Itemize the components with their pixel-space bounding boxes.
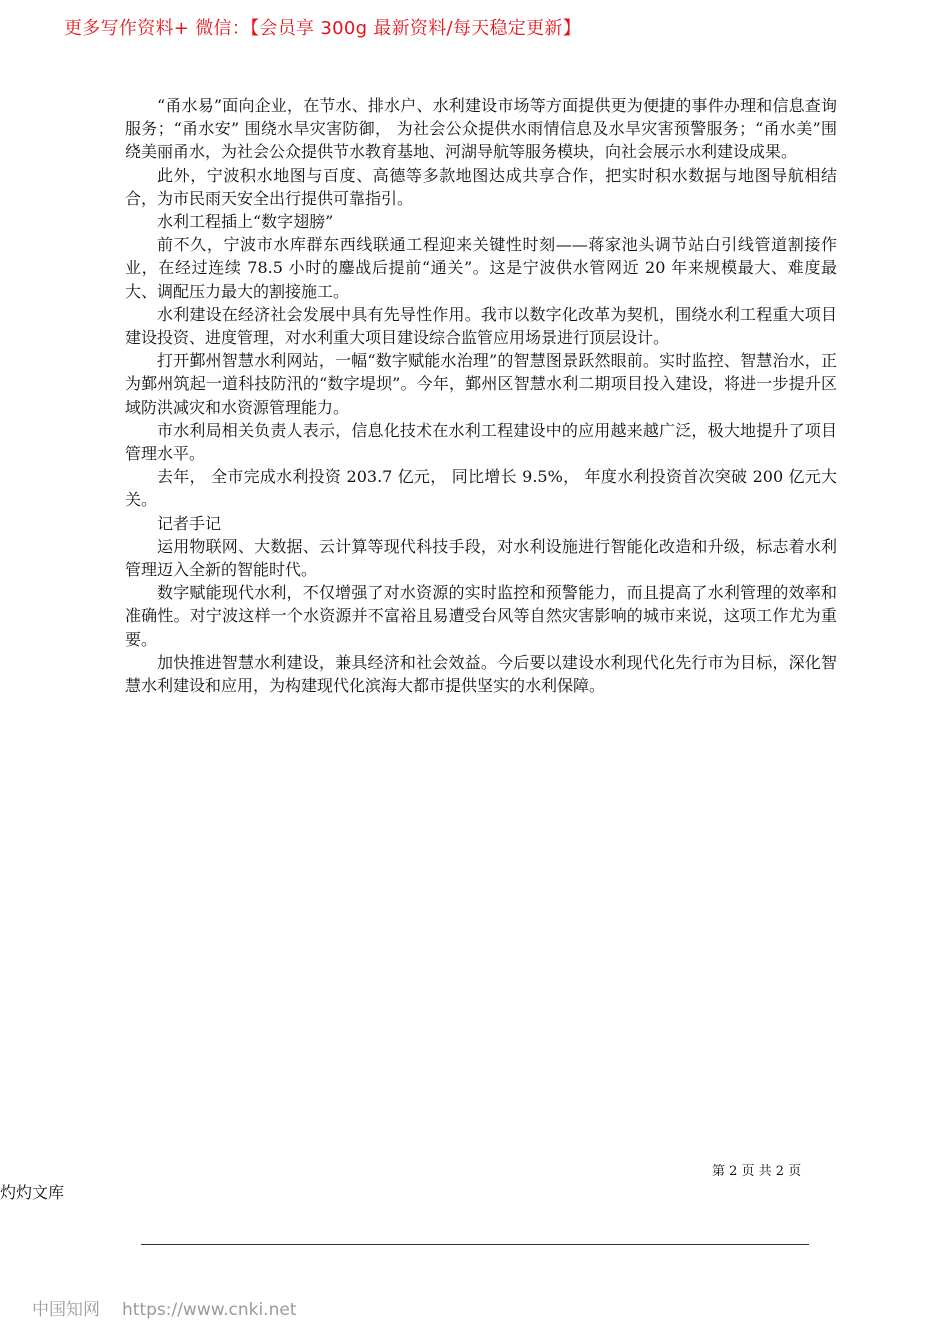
article-paragraph: 打开鄞州智慧水利网站，一幅“数字赋能水治理”的智慧图景跃然眼前。实时监控、智慧治水，正为鄞州筑起一道科技防汛的“数字堤坝”。今年，鄞州区智慧水利二期项目投入建设，将进一步提升区域防洪减灾和水资源管理能力。	[125, 351, 837, 417]
article-paragraph: 此外，宁波积水地图与百度、高德等多款地图达成共享合作，把实时积水数据与地图导航相结合，为市民雨天安全出行提供可靠指引。	[125, 165, 837, 208]
article-paragraph: 前不久，宁波市水库群东西线联通工程迎来关键性时刻——蒋家池头调节站白引线管道割接作业，在经过连续 78.5 小时的鏖战后提前“通关”。这是宁波供水管网近 20 年来规模最大、难度最大、调配压力最大的割接施工。	[125, 235, 837, 301]
page-number: 第 2 页 共 2 页	[712, 1164, 802, 1179]
footer-divider	[141, 1244, 809, 1245]
article-paragraph: “甬水易”面向企业，在节水、排水户、水利建设市场等方面提供更为便捷的事件办理和信息查询服务；“甬水安” 围绕水旱灾害防御， 为社会公众提供水雨情信息及水旱灾害预警服务；“甬水美”围绕美丽甬水，为社会公众提供节水教育基地、河湖导航等服务模块，向社会展示水利建设成果。	[125, 96, 837, 162]
article-body	[125, 94, 837, 697]
article-paragraph: 运用物联网、大数据、云计算等现代科技手段，对水利设施进行智能化改造和升级，标志着水利管理迈入全新的智能时代。	[125, 536, 837, 580]
article-paragraph: 加快推进智慧水利建设，兼具经济和社会效益。今后要以建设水利现代化先行市为目标，深化智慧水利建设和应用，为构建现代化滨海大都市提供坚实的水利保障。	[125, 652, 837, 696]
section-heading: 水利工程插上“数字翅膀”	[157, 212, 334, 232]
article-paragraph: 水利建设在经济社会发展中具有先导性作用。我市以数字化改革为契机，围绕水利工程重大项目建设投资、进度管理，对水利重大项目建设综合监管应用场景进行顶层设计。	[125, 304, 837, 348]
article-paragraph: 市水利局相关负责人表示，信息化技术在水利工程建设中的应用越来越广泛，极大地提升了项目管理水平。	[125, 420, 837, 464]
promo-banner: 更多写作资料+ 微信：【会员享 300g 最新资料/每天稳定更新】	[64, 18, 581, 39]
watermark-site-name: 中国知网	[32, 1300, 100, 1320]
library-name: 灼灼文库	[0, 1183, 65, 1202]
article-paragraph: 数字赋能现代水利，不仅增强了对水资源的实时监控和预警能力，而且提高了水利管理的效率和准确性。对宁波这样一个水资源并不富裕且易遭受台风等自然灾害影响的城市来说，这项工作尤为重要。	[125, 583, 837, 649]
cnki-watermark	[32, 1295, 296, 1320]
section-heading: 记者手记	[157, 513, 222, 533]
article-paragraph: 去年， 全市完成水利投资 203.7 亿元， 同比增长 9.5%， 年度水利投资首次突破 200 亿元大关。	[125, 467, 837, 510]
watermark-url: https://www.cnki.net	[122, 1300, 297, 1320]
